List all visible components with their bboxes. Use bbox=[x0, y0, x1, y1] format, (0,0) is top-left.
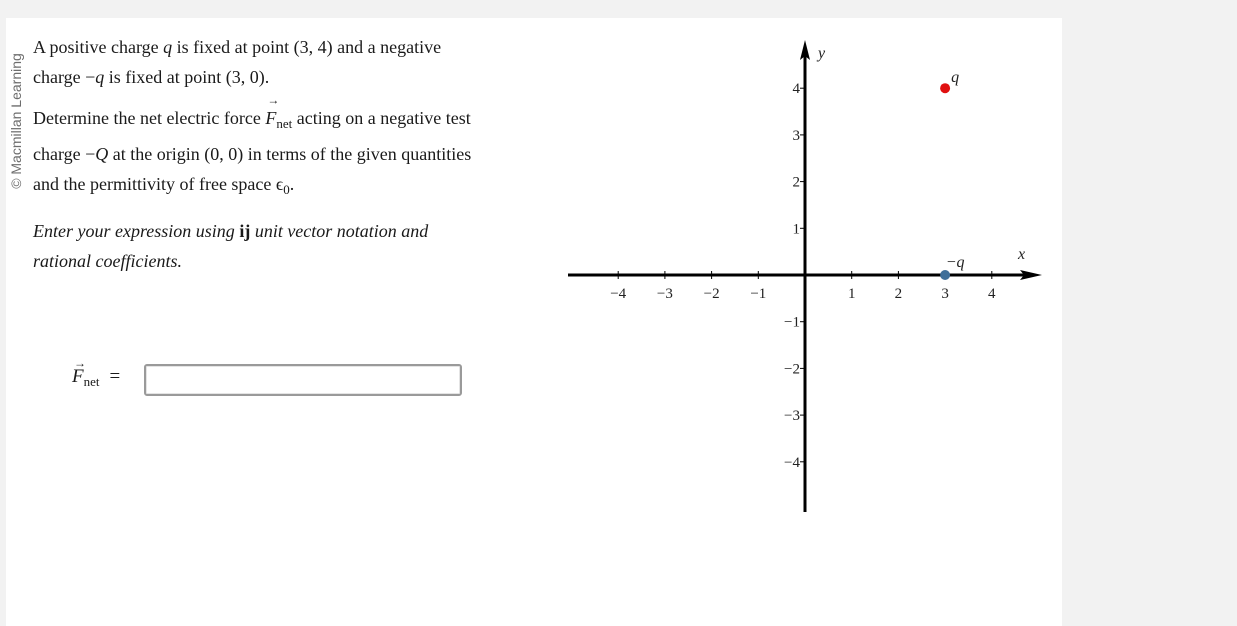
problem-line: and the permittivity of free space $\epsilon_0$. bbox=[33, 174, 295, 197]
x-tick-label: 2 bbox=[894, 286, 903, 302]
y-tick-label: 1 bbox=[792, 221, 800, 238]
epsilon-symbol: ϵ bbox=[275, 174, 284, 194]
y-tick-label: −4 bbox=[784, 454, 800, 471]
charge-label: q bbox=[951, 69, 960, 87]
charge-label: −q bbox=[945, 254, 965, 271]
y-tick-label: −1 bbox=[784, 314, 800, 331]
y-axis-label: y bbox=[818, 45, 826, 62]
x-tick-label: −3 bbox=[656, 286, 673, 302]
x-axis-label: x bbox=[1018, 246, 1026, 263]
y-tick-label: 2 bbox=[792, 174, 800, 191]
x-tick-label: 1 bbox=[847, 286, 856, 302]
x-tick-label: −4 bbox=[610, 286, 627, 302]
copyright-notice bbox=[7, 38, 25, 204]
answer-input[interactable] bbox=[144, 364, 462, 396]
problem-paragraph-2 bbox=[33, 93, 533, 205]
test-charge-symbol: Q bbox=[95, 144, 109, 164]
y-tick-label: 4 bbox=[792, 81, 800, 98]
y-tick-label: −2 bbox=[784, 361, 800, 378]
copyright-text: © Macmillan Learning bbox=[8, 53, 24, 189]
vector-arrow-icon: → bbox=[74, 356, 86, 370]
charge-point bbox=[940, 270, 950, 280]
force-vector-symbol: → F bbox=[72, 356, 86, 387]
vector-arrow-icon: → bbox=[267, 93, 280, 107]
charge-symbol: q bbox=[95, 67, 105, 87]
answer-label: → $F_{net}$ = bbox=[72, 356, 121, 389]
x-tick-label: −1 bbox=[750, 286, 767, 302]
charge-symbol: q bbox=[163, 37, 173, 57]
y-tick-label: 3 bbox=[792, 127, 800, 144]
problem-paragraph-1 bbox=[33, 32, 533, 92]
problem-line: rational coefficients. bbox=[33, 251, 182, 271]
y-tick-label: −3 bbox=[784, 408, 800, 425]
charge-point bbox=[940, 83, 950, 93]
problem-line: A positive charge q is fixed at point (3, 4) and a negative bbox=[33, 37, 442, 57]
x-tick-label: 4 bbox=[988, 286, 996, 302]
problem-instructions bbox=[33, 216, 533, 276]
problem-statement bbox=[33, 32, 533, 287]
problem-line: charge −Q at the origin (0, 0) in terms of the given quantities bbox=[33, 144, 472, 164]
coordinate-graph bbox=[560, 36, 1050, 516]
x-tick-label: −2 bbox=[703, 286, 720, 302]
x-tick-label: 3 bbox=[941, 286, 949, 302]
problem-line: charge −q is fixed at point (3, 0). bbox=[33, 67, 270, 87]
problem-line: Enter your expression using ij unit vector notation and bbox=[33, 221, 429, 241]
unit-vector-notation: ij bbox=[239, 221, 251, 241]
problem-line: Determine the net electric force → $F_{net}$ acting on a negative test bbox=[33, 93, 471, 131]
force-vector-symbol: → F bbox=[265, 93, 280, 128]
